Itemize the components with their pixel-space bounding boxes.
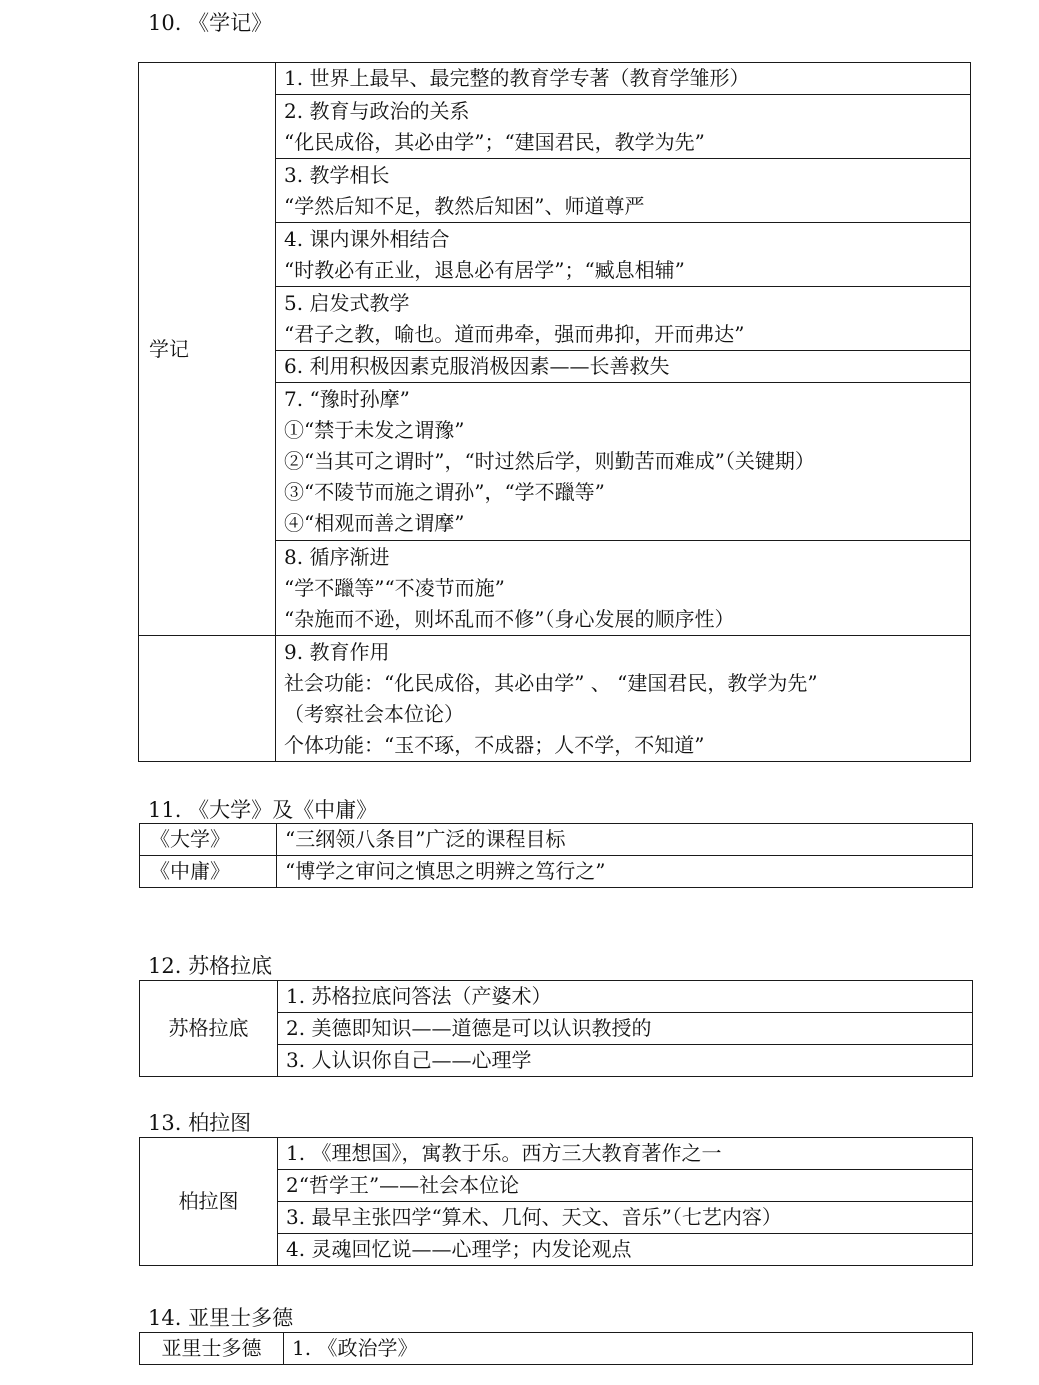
xueji-row-9: 9. 教育作用 社会功能：“化民成俗，其必由学” 、 “建国君民，教学为先” （考察社会本位论） 个体功能：“玉不琢，不成器；人不学，不知道” <box>276 636 971 762</box>
plato-label: 柏拉图 <box>140 1138 278 1266</box>
socrates-label: 苏格拉底 <box>140 981 278 1077</box>
aristotle-label: 亚里士多德 <box>140 1333 284 1365</box>
aristotle-table <box>139 1332 973 1365</box>
plato-row-3: 3. 最早主张四学“算术、几何、天文、音乐”（七艺内容） <box>278 1202 973 1234</box>
socrates-row-2: 2. 美德即知识——道德是可以认识教授的 <box>278 1013 973 1045</box>
daxue-text: “三纲领八条目”广泛的课程目标 <box>277 824 973 856</box>
xueji-row-1: 1. 世界上最早、最完整的教育学专著（教育学雏形） <box>276 63 971 95</box>
xueji-empty-label <box>139 636 276 762</box>
aristotle-row-1: 1. 《政治学》 <box>284 1333 973 1365</box>
xueji-row-2: 2. 教育与政治的关系 “化民成俗，其必由学”；“建国君民，教学为先” <box>276 95 971 159</box>
xueji-row-5: 5. 启发式教学 “君子之教，喻也。道而弗牵，强而弗抑，开而弗达” <box>276 287 971 351</box>
xueji-row-3: 3. 教学相长 “学然后知不足，教然后知困”、师道尊严 <box>276 159 971 223</box>
xueji-label: 学记 <box>139 63 276 636</box>
xueji-row-7: 7. “豫时孙摩” ①“禁于未发之谓豫” ②“当其可之谓时”，“时过然后学，则勤苦而难成”（关键期） ③“不陵节而施之谓孙”，“学不躐等” ④“相观而善之谓摩” <box>276 383 971 541</box>
socrates-row-3: 3. 人认识你自己——心理学 <box>278 1045 973 1077</box>
plato-row-1: 1. 《理想国》，寓教于乐。西方三大教育著作之一 <box>278 1138 973 1170</box>
zhongyong-text: “博学之审问之慎思之明辨之笃行之” <box>277 856 973 888</box>
daxue-zhongyong-table <box>139 823 973 888</box>
section-13-heading: 13. 柏拉图 <box>148 1111 252 1135</box>
zhongyong-label: 《中庸》 <box>140 856 277 888</box>
xueji-row-4: 4. 课内课外相结合 “时教必有正业，退息必有居学”；“臧息相辅” <box>276 223 971 287</box>
xueji-table <box>138 62 971 762</box>
socrates-row-1: 1. 苏格拉底问答法（产婆术） <box>278 981 973 1013</box>
section-10-heading: 10. 《学记》 <box>148 11 273 35</box>
section-11-heading: 11. 《大学》及《中庸》 <box>148 798 378 822</box>
plato-row-4: 4. 灵魂回忆说——心理学；内发论观点 <box>278 1234 973 1266</box>
plato-row-2: 2“哲学王”——社会本位论 <box>278 1170 973 1202</box>
xueji-row-8: 8. 循序渐进 “学不躐等”“不凌节而施” “杂施而不逊，则坏乱而不修”（身心发展的顺序性） <box>276 541 971 636</box>
xueji-row-6: 6. 利用积极因素克服消极因素——长善救失 <box>276 351 971 383</box>
plato-table <box>139 1137 973 1266</box>
section-14-heading: 14. 亚里士多德 <box>148 1306 294 1330</box>
section-12-heading: 12. 苏格拉底 <box>148 954 273 978</box>
daxue-label: 《大学》 <box>140 824 277 856</box>
socrates-table <box>139 980 973 1077</box>
